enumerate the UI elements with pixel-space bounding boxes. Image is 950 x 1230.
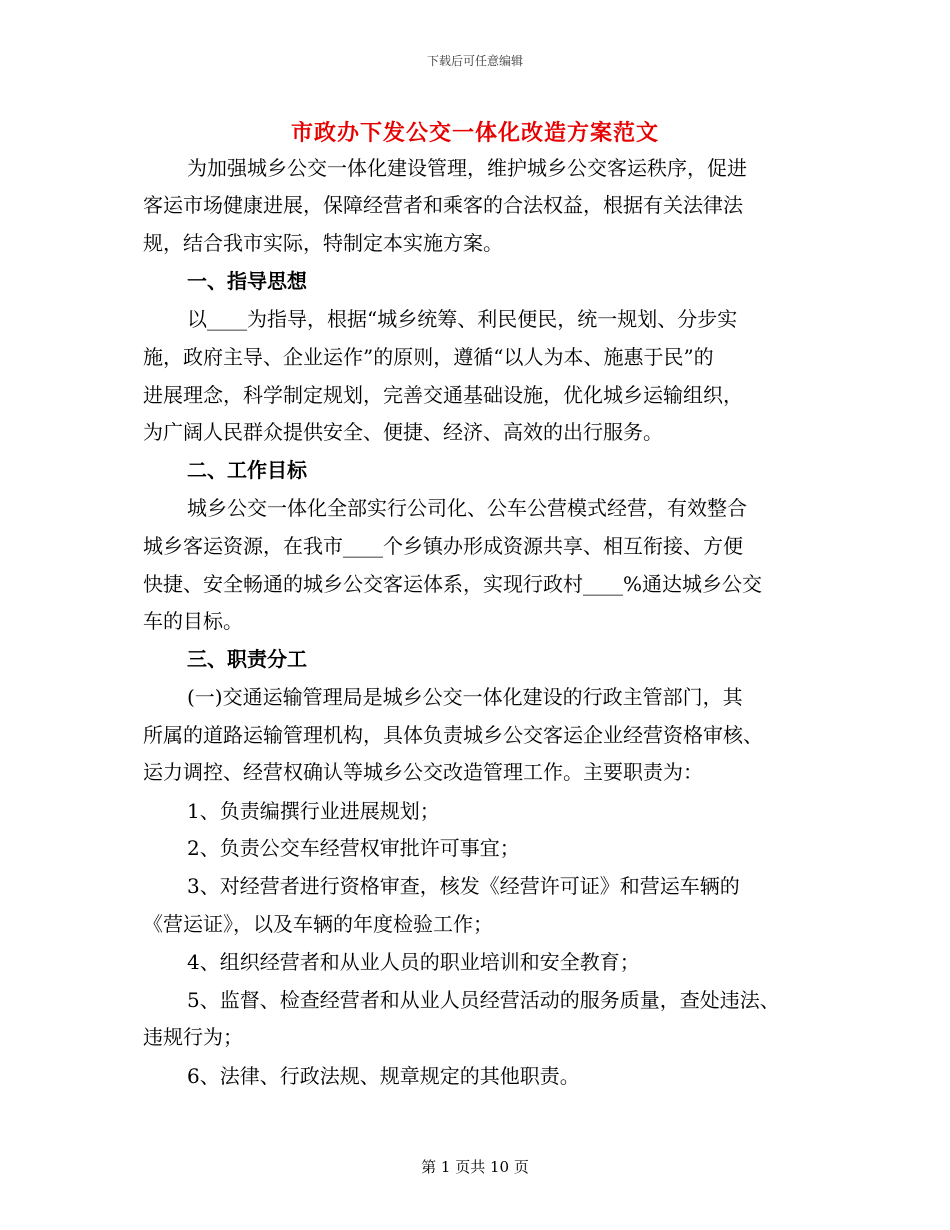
list-item: 6、法律、行政法规、规章规定的其他职责。: [187, 1064, 580, 1088]
paragraph-line: 进展理念，科学制定规划，完善交通基础设施，优化城乡运输组织，: [143, 383, 743, 407]
list-item: 2、负责公交车经营权审批许可事宜；: [187, 836, 520, 860]
page-header: 下载后可任意编辑: [426, 54, 523, 68]
paragraph-line: 以____为指导，根据“城乡统筹、利民便民，统一规划、分步实: [187, 307, 738, 331]
paragraph-line: 城乡公交一体化全部实行公司化、公车公营模式经营，有效整合: [187, 496, 747, 520]
section-heading: 一、指导思想: [187, 269, 307, 293]
list-item: 3、对经营者进行资格审查，核发《经营许可证》和营运车辆的: [187, 874, 740, 898]
paragraph-line: 城乡客运资源，在我市____个乡镇办形成资源共享、相互衔接、方便: [143, 534, 743, 558]
document-title: 市政办下发公交一体化改造方案范文: [290, 121, 659, 146]
paragraph-line: 违规行为；: [143, 1025, 243, 1049]
paragraph-line: 运力调控、经营权确认等城乡公交改造管理工作。主要职责为：: [143, 760, 703, 784]
paragraph-line: 快捷、安全畅通的城乡公交客运体系，实现行政村____%通达城乡公交: [143, 572, 763, 596]
list-item: 4、组织经营者和从业人员的职业培训和安全教育；: [187, 950, 640, 974]
paragraph-line: (一)交通运输管理局是城乡公交一体化建设的行政主管部门，其: [187, 685, 743, 709]
paragraph-line: 所属的道路运输管理机构，具体负责城乡公交客运企业经营资格审核、: [143, 723, 763, 747]
page-footer: 第 1 页共 10 页: [421, 1158, 529, 1176]
paragraph-line: 规，结合我市实际，特制定本实施方案。: [143, 231, 503, 255]
paragraph-line: 车的目标。: [143, 609, 243, 633]
list-item: 5、监督、检查经营者和从业人员经营活动的服务质量，查处违法、: [187, 988, 780, 1012]
paragraph-line: 为加强城乡公交一体化建设管理，维护城乡公交客运秩序，促进: [187, 156, 747, 180]
paragraph-line: 施，政府主导、企业运作”的原则，遵循“以人为本、施惠于民”的: [143, 345, 714, 369]
section-heading: 三、职责分工: [187, 647, 307, 671]
paragraph-line: 《营运证》，以及车辆的年度检验工作；: [143, 912, 493, 936]
paragraph-line: 为广阔人民群众提供安全、便捷、经济、高效的出行服务。: [143, 420, 663, 444]
list-item: 1、负责编撰行业进展规划；: [187, 799, 440, 823]
paragraph-line: 客运市场健康进展，保障经营者和乘客的合法权益，根据有关法律法: [143, 193, 743, 217]
section-heading: 二、工作目标: [187, 458, 307, 482]
